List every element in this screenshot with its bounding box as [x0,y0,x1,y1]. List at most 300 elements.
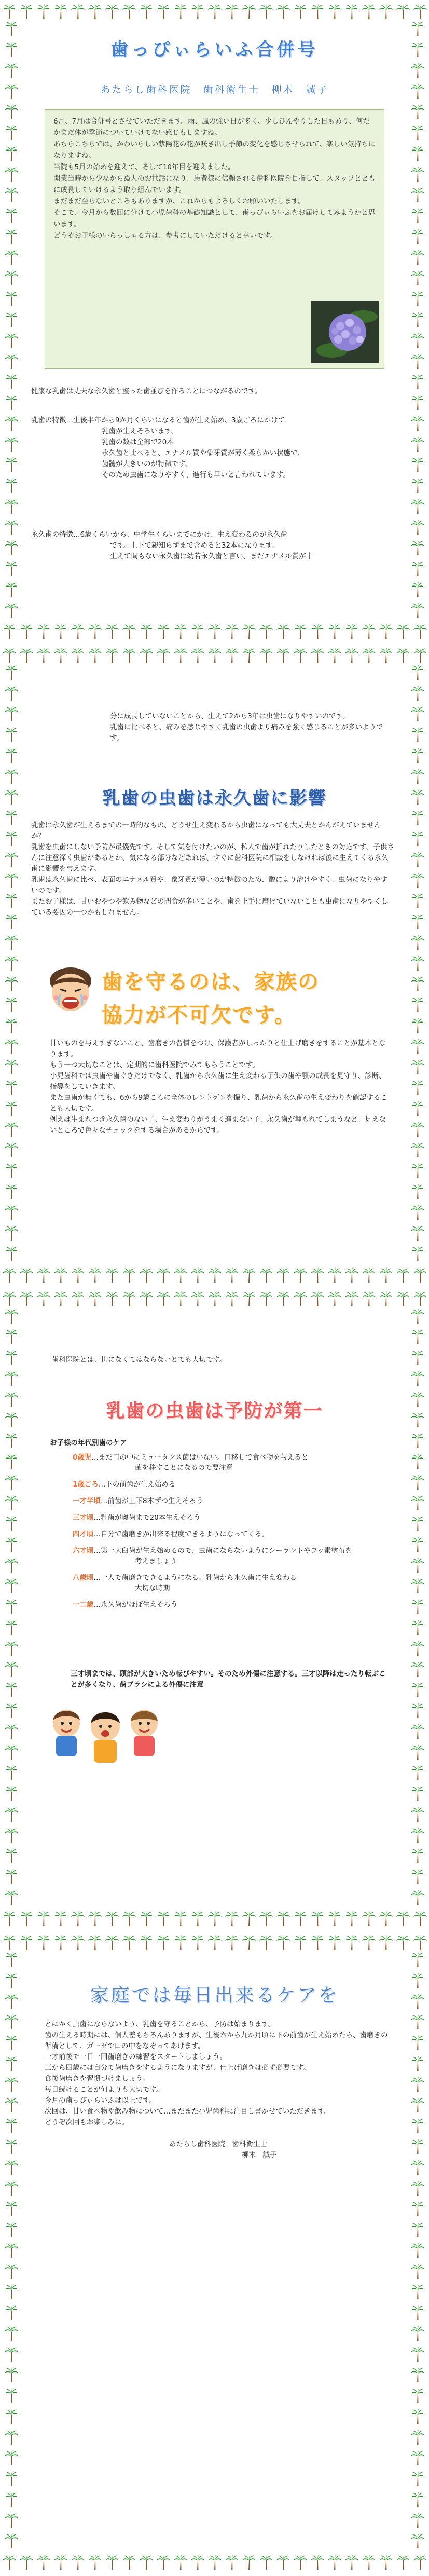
palm-tree-icon [190,1934,205,1950]
palm-tree-icon [156,4,171,19]
palm-tree-icon [410,1225,425,1241]
palm-tree-icon [139,1291,154,1306]
palm-tree-icon [259,1267,273,1283]
palm-tree-icon [276,647,290,663]
palm-tree-icon [225,1934,239,1950]
palm-tree-icon [410,851,425,867]
palm-tree-icon [88,623,102,639]
palm-tree-icon [410,311,425,327]
palm-tree-icon [410,1765,425,1780]
palm-border-top [0,3,429,20]
palm-tree-icon [410,478,425,493]
palm-tree-icon [259,1291,273,1306]
palm-tree-icon [410,2408,425,2424]
section-heading-prevention: 乳歯の虫歯は予防が第一 [106,1400,323,1422]
palm-tree-icon [4,1412,19,1427]
palm-tree-icon [4,2346,19,2362]
palm-tree-icon [410,62,425,78]
palm-tree-icon [71,1267,85,1283]
palm-tree-icon [190,4,205,19]
palm-tree-icon [4,104,19,119]
impact-body: 乳歯は永久歯が生えるまでの一時的なもの、どうせ生え変わるから虫歯になっても大丈夫とかんがえていませんか？ 乳歯を虫歯にしない予防が最優先です。そして気を付けたいのが、私人で歯が折れたりしたときの対応です。子供さんに注意深く虫歯があるとか、気になる部分などあれば、すぐに歯科医院に相談をしなければ後に生えてくる永久歯に影響を与えます。 乳歯は永久歯に比べ、表面のエナメル質や、象牙質が薄いのが特徴のため、酸により溶けやすく、虫歯になりやすいのです。 またお子様は、甘いおやつや飲み物などの間食が多いことや、歯を上手に磨けていないことも虫歯になりやすくしている要因の一つかもしれません。 [31,821,394,917]
care-age: 0歳児 [73,1453,92,1462]
palm-tree-icon [4,332,19,348]
palm-tree-icon [327,1267,342,1283]
palm-tree-icon [156,1911,171,1926]
palm-tree-icon [36,1291,51,1306]
palm-tree-icon [4,2367,19,2382]
palm-tree-icon [410,727,425,742]
palm-tree-icon [4,394,19,410]
lead-text: 健康な乳歯は丈夫な永久歯と整った歯並びを作ることにつながるのです。 [31,387,262,396]
palm-tree-icon [4,1017,19,1033]
palm-tree-icon [410,21,425,36]
palm-tree-icon [4,2512,19,2528]
newsletter-title: 歯っぴぃらいふ合併号 [110,39,319,60]
palm-tree-icon [4,2055,19,2071]
palm-tree-icon [259,2554,273,2570]
palm-tree-icon [139,1911,154,1926]
palm-tree-icon [410,2138,425,2154]
palm-tree-icon [4,1682,19,1697]
palm-tree-icon [4,457,19,472]
palm-tree-icon [410,1848,425,1863]
palm-tree-icon [410,1329,425,1344]
care-text: …前歯が上下8本ずつ生えそろう [101,1497,203,1505]
palm-tree-icon [4,228,19,244]
palm-tree-icon [410,1827,425,1843]
palm-tree-icon [410,125,425,140]
palm-tree-icon [410,1017,425,1033]
palm-tree-icon [410,415,425,431]
palm-tree-icon [293,1934,308,1950]
palm-tree-icon [276,623,290,639]
palm-tree-icon [4,976,19,991]
palm-tree-icon [410,2159,425,2175]
care-text: …下の前歯が生え始める [98,1480,176,1489]
palm-tree-icon [276,1267,290,1283]
palm-tree-icon [4,1453,19,1469]
palm-tree-icon [310,1934,325,1950]
palm-tree-icon [4,2284,19,2299]
palm-tree-icon [410,2491,425,2507]
palm-tree-icon [190,1911,205,1926]
palm-tree-icon [190,1267,205,1283]
care-age: 三才頃 [73,1514,94,1522]
palm-tree-icon [293,623,308,639]
palm-tree-icon [310,2554,325,2570]
palm-tree-icon [4,187,19,202]
palm-tree-icon [410,353,425,369]
palm-tree-icon [4,1100,19,1116]
palm-tree-icon [4,1806,19,1822]
page-2 [0,644,429,1287]
palm-tree-icon [410,332,425,348]
palm-tree-icon [19,4,34,19]
palm-tree-icon [36,1934,51,1950]
palm-tree-icon [242,1267,256,1283]
palm-tree-icon [173,4,188,19]
palm-tree-icon [410,768,425,784]
palm-tree-icon [190,2554,205,2570]
palm-tree-icon [410,2035,425,2050]
palm-tree-icon [327,2554,342,2570]
palm-tree-icon [53,1291,68,1306]
palm-tree-icon [139,1267,154,1283]
palm-tree-icon [4,2533,19,2548]
palm-tree-icon [4,1163,19,1178]
palm-tree-icon [4,1889,19,1905]
palm-tree-icon [396,1267,410,1283]
palm-tree-icon [410,1142,425,1157]
palm-tree-icon [344,4,359,19]
care-item [73,1452,394,1473]
palm-tree-icon [410,2201,425,2216]
palm-tree-icon [105,1934,119,1950]
palm-tree-icon [259,1934,273,1950]
author-line: あたらし歯科医院 歯科衛生士 柳木 誠子 [100,84,329,96]
palm-tree-icon [410,1557,425,1573]
palm-tree-icon [207,4,222,19]
palm-tree-icon [327,1911,342,1926]
palm-tree-icon [4,2138,19,2154]
palm-tree-icon [410,1952,425,1967]
palm-tree-icon [4,291,19,306]
palm-tree-icon [2,623,17,639]
palm-tree-icon [19,647,34,663]
care-continuation: 大切な時期 [135,1584,170,1592]
page-1 [0,0,429,644]
palm-tree-icon [410,1080,425,1095]
care-item [73,1496,394,1506]
palm-tree-icon [344,623,359,639]
palm-tree-icon [4,2491,19,2507]
palm-tree-icon [410,1038,425,1054]
palm-tree-icon [410,1516,425,1531]
care-age: 1歳ごろ [73,1480,99,1489]
palm-tree-icon [4,2242,19,2258]
palm-tree-icon [362,1291,376,1306]
palm-tree-icon [379,1291,393,1306]
palm-tree-icon [4,1619,19,1635]
palm-tree-icon [396,1911,410,1926]
care-text: …まだ口の中にミュータンス菌はいない。口移しで食べ物を与えると [91,1453,309,1462]
palm-tree-icon [53,4,68,19]
palm-tree-icon [410,1702,425,1718]
palm-tree-icon [410,1495,425,1510]
palm-tree-icon [53,647,68,663]
palm-tree-icon [410,561,425,576]
palm-tree-icon [4,21,19,36]
palm-tree-icon [53,1911,68,1926]
palm-tree-icon [71,1291,85,1306]
care-continuation: 菌を移すことになるので要注意 [135,1464,233,1472]
palm-tree-icon [410,457,425,472]
palm-tree-icon [4,415,19,431]
palm-tree-icon [410,1993,425,2009]
family-banner-line-2: 協力が不可欠です。 [102,1003,296,1027]
palm-tree-icon [379,2554,393,2570]
palm-tree-icon [4,1329,19,1344]
palm-tree-icon [362,1934,376,1950]
palm-tree-icon [410,1412,425,1427]
palm-tree-icon [344,1291,359,1306]
care-item [73,1512,394,1523]
palm-tree-icon [105,1267,119,1283]
palm-tree-icon [19,2554,34,2570]
palm-tree-icon [4,83,19,99]
palm-tree-icon [396,2554,410,2570]
care-text: …乳歯が奥歯まで20本生えそろう [93,1514,201,1522]
primary-line: 乳歯が生えそろいます。 [102,427,178,435]
palm-border-top [0,647,429,663]
care-title: お子様の年代別歯のケア [50,1439,127,1447]
palm-tree-icon [122,1911,136,1926]
permanent-line: 生えて間もない永久歯は幼若永久歯と言い、まだエナメル質が十 [110,552,313,561]
palm-tree-icon [4,1993,19,2009]
palm-tree-icon [410,519,425,535]
palm-tree-icon [410,1786,425,1801]
care-continuation: 考えましょう [135,1557,177,1565]
palm-tree-icon [410,104,425,119]
palm-tree-icon [293,1291,308,1306]
palm-tree-icon [410,2429,425,2445]
palm-tree-icon [156,1291,171,1306]
palm-tree-icon [327,623,342,639]
palm-tree-icon [4,311,19,327]
palm-tree-icon [259,1911,273,1926]
palm-tree-icon [4,768,19,784]
palm-tree-icon [410,1121,425,1137]
palm-tree-icon [139,2554,154,2570]
care-text: …一人で歯磨きできるようになる。乳歯から永久歯に生え変わる [93,1574,297,1582]
palm-tree-icon [139,647,154,663]
care-list [73,1452,394,1616]
palm-border-left [3,1287,20,1931]
palm-tree-icon [4,1640,19,1656]
palm-tree-icon [105,4,119,19]
palm-tree-icon [242,2554,256,2570]
palm-border-top [0,1934,429,1951]
palm-tree-icon [225,647,239,663]
palm-tree-icon [4,747,19,763]
palm-tree-icon [4,1350,19,1365]
permanent-line: です。上下で親知らずまで含めると32本になります。 [110,541,279,550]
palm-tree-icon [410,1391,425,1407]
palm-tree-icon [242,1934,256,1950]
palm-tree-icon [4,1080,19,1095]
palm-tree-icon [225,2554,239,2570]
continued-text: 分に成長していないことから、生えて2から3年は虫歯になりやすいのです。 乳歯に比べると、痛みを感じやすく乳歯の虫歯より痛みを強く感じることが多いようです。 [110,712,383,742]
palm-tree-icon [410,602,425,618]
palm-tree-icon [327,4,342,19]
palm-tree-icon [396,1291,410,1306]
palm-tree-icon [4,2221,19,2237]
palm-tree-icon [88,1267,102,1283]
palm-tree-icon [410,1744,425,1760]
palm-tree-icon [410,1474,425,1490]
palm-tree-icon [36,647,51,663]
palm-tree-icon [276,1934,290,1950]
palm-tree-icon [310,4,325,19]
palm-tree-icon [4,1536,19,1552]
palm-tree-icon [362,1911,376,1926]
palm-tree-icon [190,1291,205,1306]
page-3 [0,1287,429,1931]
palm-tree-icon [410,1183,425,1199]
palm-tree-icon [4,830,19,846]
palm-tree-icon [259,4,273,19]
section-heading-impact: 乳歯の虫歯は永久歯に影響 [102,788,327,809]
palm-tree-icon [410,1661,425,1677]
signature-name: 柳木 誠子 [242,2151,277,2159]
children-group-icon [46,1702,165,1780]
palm-tree-icon [379,1267,393,1283]
palm-tree-icon [4,2408,19,2424]
palm-tree-icon [413,623,427,639]
palm-tree-icon [379,1911,393,1926]
palm-tree-icon [2,1911,17,1926]
palm-tree-icon [327,647,342,663]
palm-tree-icon [4,2180,19,2196]
palm-tree-icon [88,1934,102,1950]
care-age: 四才頃 [73,1530,94,1538]
palm-tree-icon [276,2554,290,2570]
palm-tree-icon [293,1911,308,1926]
palm-tree-icon [88,1911,102,1926]
palm-tree-icon [310,623,325,639]
palm-tree-icon [4,1786,19,1801]
palm-tree-icon [225,1911,239,1926]
palm-tree-icon [4,249,19,265]
palm-tree-icon [4,851,19,867]
palm-tree-icon [225,1267,239,1283]
palm-tree-icon [4,208,19,223]
palm-tree-icon [4,1578,19,1593]
palm-tree-icon [396,647,410,663]
palm-tree-icon [4,1765,19,1780]
palm-tree-icon [410,1723,425,1739]
palm-tree-icon [242,1291,256,1306]
palm-tree-icon [410,1204,425,1220]
palm-tree-icon [410,228,425,244]
palm-tree-icon [122,1267,136,1283]
palm-tree-icon [190,647,205,663]
palm-tree-icon [19,1267,34,1283]
palm-tree-icon [4,1516,19,1531]
family-banner-line-1: 歯を守るのは、家族の [102,970,320,994]
palm-border-right [409,1931,426,2574]
palm-tree-icon [4,810,19,825]
palm-tree-icon [4,2097,19,2112]
palm-border-bottom [0,623,429,639]
palm-tree-icon [53,623,68,639]
hydrangea-icon [311,301,379,363]
palm-tree-icon [410,1578,425,1593]
palm-tree-icon [4,1225,19,1241]
palm-tree-icon [122,4,136,19]
palm-tree-icon [410,145,425,161]
palm-tree-icon [410,2221,425,2237]
palm-tree-icon [413,1911,427,1926]
palm-tree-icon [4,1370,19,1386]
palm-tree-icon [4,1661,19,1677]
palm-tree-icon [4,1599,19,1614]
palm-tree-icon [4,1121,19,1137]
care-item [73,1600,394,1610]
palm-tree-icon [379,4,393,19]
palm-tree-icon [139,1934,154,1950]
palm-tree-icon [362,2554,376,2570]
palm-tree-icon [276,1911,290,1926]
palm-tree-icon [410,1370,425,1386]
page-4 [0,1931,429,2576]
palm-tree-icon [410,2284,425,2299]
palm-tree-icon [156,647,171,663]
palm-tree-icon [139,4,154,19]
palm-tree-icon [225,4,239,19]
palm-tree-icon [4,581,19,597]
palm-tree-icon [410,955,425,971]
palm-tree-icon [88,647,102,663]
primary-line: 歯髄が大きいのが特徴です。 [102,460,192,468]
palm-tree-icon [4,1142,19,1157]
palm-tree-icon [4,1744,19,1760]
palm-tree-icon [173,647,188,663]
palm-tree-icon [71,623,85,639]
palm-tree-icon [410,1869,425,1884]
palm-tree-icon [4,2035,19,2050]
care-item [73,1529,394,1539]
palm-tree-icon [310,1911,325,1926]
palm-tree-icon [4,2325,19,2341]
care-item [73,1573,394,1593]
palm-tree-icon [4,727,19,742]
palm-tree-icon [36,1911,51,1926]
palm-tree-icon [105,647,119,663]
palm-tree-icon [410,1059,425,1074]
clinic-intro: 歯科医院とは、世になくてはならないとても大切です。 [52,1356,227,1364]
palm-tree-icon [410,83,425,99]
palm-tree-icon [327,1291,342,1306]
palm-tree-icon [173,2554,188,2570]
palm-tree-icon [410,1536,425,1552]
palm-tree-icon [4,2201,19,2216]
palm-tree-icon [344,647,359,663]
palm-tree-icon [310,647,325,663]
palm-tree-icon [4,997,19,1012]
palm-tree-icon [4,1433,19,1448]
palm-tree-icon [310,1291,325,1306]
injury-note: 三才頃までは、頭部が大きいため転びやすい。そのため外傷に注意する。三才以降は走ったり転ぶことが多くなり、歯ブラシによる外傷に注意 [71,1670,386,1689]
palm-tree-icon [122,623,136,639]
palm-tree-icon [207,623,222,639]
palm-tree-icon [410,42,425,57]
palm-tree-icon [410,1682,425,1697]
palm-tree-icon [53,1934,68,1950]
palm-tree-icon [344,1267,359,1283]
palm-tree-icon [207,2554,222,2570]
care-age: 六才頃 [73,1547,94,1555]
palm-tree-icon [53,2554,68,2570]
palm-tree-icon [190,623,205,639]
palm-tree-icon [156,623,171,639]
palm-tree-icon [173,1267,188,1283]
palm-tree-icon [4,1391,19,1407]
palm-tree-icon [4,2118,19,2133]
palm-tree-icon [122,647,136,663]
palm-tree-icon [71,2554,85,2570]
